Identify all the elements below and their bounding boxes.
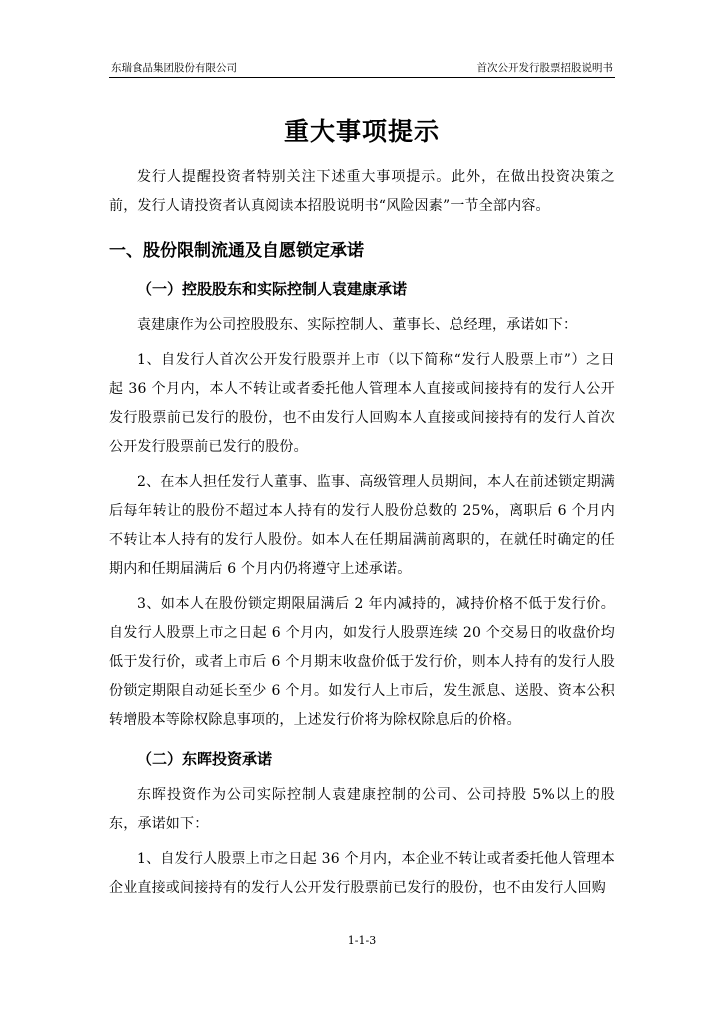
subsection-heading: （一）控股股东和实际控制人袁建康承诺	[137, 280, 408, 298]
document-body	[109, 163, 615, 903]
subsection-heading: （二）东晖投资承诺	[137, 750, 273, 768]
page-title: 重大事项提示	[283, 117, 440, 146]
paragraph: 袁建康作为公司控股股东、实际控制人、董事长、总经理，承诺如下：	[137, 317, 578, 333]
header-company-name: 东瑞食品集团股份有限公司	[111, 62, 237, 74]
paragraph: 1、自发行人首次公开发行股票并上市（以下简称“发行人股票上市”）之日起 36 个月内，本人不转让或者委托他人管理本人直接或间接持有的发行人公开发行股票前已发行的股份，也不由发行人回购本人直接或间接持有的发行人首次公开发行股票前已发行的股份。	[109, 352, 615, 455]
page-header	[109, 58, 615, 78]
paragraph: 2、在本人担任发行人董事、监事、高级管理人员期间，本人在前述锁定期满后每年转让的股份不超过本人持有的发行人股份总数的 25%，离职后 6 个月内不转让本人持有的发行人股份。如本人在任期届满前离职的，在就任时确定的任期内和任期届满后 6 个月内仍将遵守上述承诺。	[109, 474, 615, 577]
paragraph: 3、如本人在股份锁定期限届满后 2 年内减持的，减持价格不低于发行价。自发行人股票上市之日起 6 个月内，如发行人股票连续 20 个交易日的收盘价均低于发行价，或者上市后 6 个月期末收盘价低于发行价，则本人持有的发行人股份锁定期限自动延长至少 6 个月。如发行人上市后，发生派息、送股、资本公积转增股本等除权除息事项的，上述发行价将为除权除息后的价格。	[109, 596, 615, 728]
header-divider	[109, 77, 615, 78]
intro-paragraph: 发行人提醒投资者特别关注下述重大事项提示。此外，在做出投资决策之前，发行人请投资者认真阅读本招股说明书“风险因素”一节全部内容。	[109, 169, 615, 214]
page-number: 1-1-3	[347, 934, 377, 947]
section-heading: 一、股份限制流通及自愿锁定承诺	[109, 241, 364, 261]
header-document-title: 首次公开发行股票招股说明书	[476, 62, 613, 74]
paragraph: 1、自发行人股票上市之日起 36 个月内，本企业不转让或者委托他人管理本企业直接或间接持有的发行人公开发行股票前已发行的股份，也不由发行人回购	[109, 851, 615, 896]
paragraph: 东晖投资作为公司实际控制人袁建康控制的公司、公司持股 5%以上的股东，承诺如下：	[109, 787, 615, 832]
